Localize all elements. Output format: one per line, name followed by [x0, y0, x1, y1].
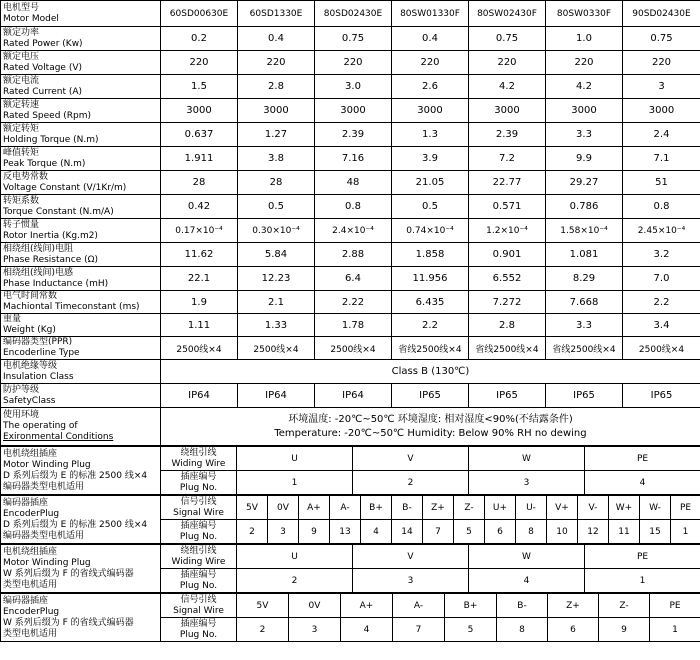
- spec-value: 29.27: [546, 171, 623, 195]
- spec-label: 额定转矩 Holding Torque (N.m): [1, 123, 161, 147]
- spec-value: 28: [161, 171, 238, 195]
- spec-label: 编码器类型(PPR) Encoderline Type: [1, 337, 161, 360]
- wire-label: A-: [330, 496, 361, 520]
- spec-value: 6.552: [469, 267, 546, 291]
- spec-value: 3.4: [623, 314, 700, 337]
- spec-value: 220: [161, 51, 238, 75]
- spec-value: 1.78: [315, 314, 392, 337]
- spec-row: [1, 291, 700, 314]
- safety-value: IP65: [623, 384, 700, 408]
- wire-label: Z+: [423, 496, 454, 520]
- plug-number: 8: [497, 618, 548, 642]
- spec-value: 7.272: [469, 291, 546, 314]
- spec-value: 0.571: [469, 195, 546, 219]
- safety-value: IP64: [238, 384, 315, 408]
- spec-value: 1.58×10⁻⁴: [546, 219, 623, 243]
- spec-row: [1, 75, 700, 99]
- spec-value: 1.2×10⁻⁴: [469, 219, 546, 243]
- plug-number: 4: [585, 471, 700, 495]
- plug-number: 2: [353, 471, 469, 495]
- model-cell: 90SD02430E: [623, 1, 700, 27]
- spec-row: [1, 314, 700, 337]
- spec-value: 11.956: [392, 267, 469, 291]
- plug-number: 2: [237, 618, 289, 642]
- spec-label: 额定电压 Rated Voltage (V): [1, 51, 161, 75]
- wire-label: PE: [671, 496, 700, 520]
- plug-number: 4: [469, 569, 585, 593]
- wire-header: 信号引线 Signal Wire: [161, 594, 237, 618]
- wiring-table: [0, 544, 700, 593]
- wiring-signal-row: [1, 594, 700, 618]
- plug-number: 5: [445, 618, 497, 642]
- wiring-table: [0, 495, 700, 544]
- plug-number: 3: [268, 520, 299, 544]
- spec-value: 2.6: [392, 75, 469, 99]
- wire-label: U-: [516, 496, 547, 520]
- wire-label: PE: [585, 447, 700, 471]
- safety-value: IP64: [315, 384, 392, 408]
- wire-label: B-: [392, 496, 423, 520]
- spec-label: 额定功率 Rated Power (Kw): [1, 27, 161, 51]
- spec-value: 3000: [623, 99, 700, 123]
- spec-value: 28: [238, 171, 315, 195]
- wire-label: B+: [361, 496, 392, 520]
- spec-value: 1.9: [161, 291, 238, 314]
- spec-value: 2.8: [238, 75, 315, 99]
- wire-label: Z-: [599, 594, 650, 618]
- wiring-table: [0, 593, 700, 642]
- plug-header: 插座编号 Plug No.: [161, 471, 237, 495]
- spec-value: 1.081: [546, 243, 623, 267]
- spec-value: 0.8: [315, 195, 392, 219]
- spec-value: 0.74×10⁻⁴: [392, 219, 469, 243]
- plug-header: 插座编号 Plug No.: [161, 569, 237, 593]
- wire-label: A+: [299, 496, 330, 520]
- spec-value: 220: [623, 51, 700, 75]
- plug-header: 插座编号 Plug No.: [161, 618, 237, 642]
- plug-number: 1: [650, 618, 700, 642]
- spec-value: 3.3: [546, 123, 623, 147]
- spec-value: 51: [623, 171, 700, 195]
- safety-value: IP64: [161, 384, 238, 408]
- spec-label: 电气时间常数 Machiontal Timeconstant (ms): [1, 291, 161, 314]
- spec-value: 1.858: [392, 243, 469, 267]
- spec-label: 反电势常数 Voltage Constant (V/1Kr/m): [1, 171, 161, 195]
- spec-value: 3.2: [623, 243, 700, 267]
- wire-label: U: [237, 447, 353, 471]
- wire-header: 绕组引线 Widing Wire: [161, 545, 237, 569]
- model-cell: 60SD1330E: [238, 1, 315, 27]
- wire-label: U: [237, 545, 353, 569]
- wire-label: V+: [547, 496, 578, 520]
- environment-row: [1, 408, 700, 446]
- wire-label: U+: [485, 496, 516, 520]
- spec-value: 3.0: [315, 75, 392, 99]
- spec-value: 0.30×10⁻⁴: [238, 219, 315, 243]
- spec-value: 2.88: [315, 243, 392, 267]
- wiring-title: 电机绕组插座 Motor Winding Plug D 系列后缀为 E 的标准 2500 线×4 编码器类型电机适用: [1, 447, 161, 495]
- plug-number: 9: [299, 520, 330, 544]
- spec-value: 220: [392, 51, 469, 75]
- spec-value: 3.8: [238, 147, 315, 171]
- plug-number: 14: [392, 520, 423, 544]
- spec-value: 3000: [238, 99, 315, 123]
- spec-label: 额定转速 Rated Speed (Rpm): [1, 99, 161, 123]
- model-cell: 80SW01330F: [392, 1, 469, 27]
- spec-value: 7.0: [623, 267, 700, 291]
- spec-value: 8.29: [546, 267, 623, 291]
- spec-row: [1, 195, 700, 219]
- safety-value: IP65: [469, 384, 546, 408]
- spec-row: [1, 337, 700, 360]
- plug-number: 4: [341, 618, 393, 642]
- wire-label: 0V: [289, 594, 341, 618]
- spec-value: 22.77: [469, 171, 546, 195]
- spec-value: 省线2500线×4: [546, 337, 623, 360]
- spec-value: 2.39: [469, 123, 546, 147]
- spec-value: 3000: [392, 99, 469, 123]
- spec-value: 2.39: [315, 123, 392, 147]
- spec-value: 2.4: [623, 123, 700, 147]
- spec-label: 相绕组(线间)电阻 Phase Resistance (Ω): [1, 243, 161, 267]
- wiring-section: [0, 446, 700, 642]
- wire-label: Z+: [548, 594, 599, 618]
- spec-value: 2500线×4: [238, 337, 315, 360]
- safety-value: IP65: [392, 384, 469, 408]
- wire-label: PE: [585, 545, 700, 569]
- spec-value: 4.2: [546, 75, 623, 99]
- plug-number: 10: [547, 520, 578, 544]
- spec-value: 1.27: [238, 123, 315, 147]
- spec-value: 省线2500线×4: [392, 337, 469, 360]
- spec-value: 12.23: [238, 267, 315, 291]
- model-cell: 60SD00630E: [161, 1, 238, 27]
- spec-row: [1, 51, 700, 75]
- wire-header: 绕组引线 Widing Wire: [161, 447, 237, 471]
- spec-value: 0.5: [392, 195, 469, 219]
- spec-label: 相绕组(线间)电感 Phase Inductance (mH): [1, 267, 161, 291]
- spec-label: 峰值转矩 Peak Torque (N.m): [1, 147, 161, 171]
- wire-label: W: [469, 447, 585, 471]
- wire-label: 5V: [237, 594, 289, 618]
- spec-value: 1.3: [392, 123, 469, 147]
- spec-value: 7.16: [315, 147, 392, 171]
- insulation-value: Class B (130℃): [161, 360, 700, 384]
- plug-number: 1: [237, 471, 353, 495]
- insulation-row: [1, 360, 700, 384]
- spec-value: 2.8: [469, 314, 546, 337]
- spec-value: 0.4: [238, 27, 315, 51]
- plug-number: 1: [671, 520, 700, 544]
- plug-number: 15: [640, 520, 671, 544]
- spec-value: 1.0: [546, 27, 623, 51]
- wiring-title: 编码器插座 EncoderPlug W 系列后缀为 F 的省线式编码器 类型电机适用: [1, 594, 161, 642]
- spec-value: 0.42: [161, 195, 238, 219]
- spec-value: 2.22: [315, 291, 392, 314]
- wire-label: 0V: [268, 496, 299, 520]
- spec-value: 22.1: [161, 267, 238, 291]
- spec-value: 0.901: [469, 243, 546, 267]
- spec-value: 2.45×10⁻⁴: [623, 219, 700, 243]
- wire-header: 信号引线 Signal Wire: [161, 496, 237, 520]
- spec-value: 省线2500线×4: [469, 337, 546, 360]
- spec-value: 6.4: [315, 267, 392, 291]
- plug-number: 13: [330, 520, 361, 544]
- spec-value: 6.435: [392, 291, 469, 314]
- model-header-row: [1, 1, 700, 27]
- wire-label: A-: [393, 594, 445, 618]
- spec-label: 额定电流 Rated Current (A): [1, 75, 161, 99]
- spec-value: 1.911: [161, 147, 238, 171]
- plug-number: 2: [237, 569, 353, 593]
- spec-value: 7.2: [469, 147, 546, 171]
- safety-label: 防护等级 SafetyClass: [1, 384, 161, 408]
- wire-label: 5V: [237, 496, 268, 520]
- wire-label: W: [469, 545, 585, 569]
- spec-value: 3.3: [546, 314, 623, 337]
- spec-value: 21.05: [392, 171, 469, 195]
- plug-number: 7: [393, 618, 445, 642]
- spec-value: 220: [315, 51, 392, 75]
- wiring-signal-row: [1, 447, 700, 471]
- spec-row: [1, 243, 700, 267]
- plug-number: 3: [289, 618, 341, 642]
- spec-value: 0.637: [161, 123, 238, 147]
- spec-value: 1.33: [238, 314, 315, 337]
- plug-number: 5: [454, 520, 485, 544]
- plug-number: 9: [599, 618, 650, 642]
- spec-value: 4.2: [469, 75, 546, 99]
- spec-value: 3.9: [392, 147, 469, 171]
- plug-number: 7: [423, 520, 454, 544]
- spec-value: 3000: [546, 99, 623, 123]
- spec-value: 0.17×10⁻⁴: [161, 219, 238, 243]
- plug-number: 8: [516, 520, 547, 544]
- spec-value: 220: [238, 51, 315, 75]
- wiring-signal-row: [1, 496, 700, 520]
- spec-value: 220: [546, 51, 623, 75]
- spec-value: 3000: [161, 99, 238, 123]
- insulation-label: 电机绝缘等级 Insulation Class: [1, 360, 161, 384]
- wire-label: PE: [650, 594, 700, 618]
- safety-row: [1, 384, 700, 408]
- spec-value: 2500线×4: [623, 337, 700, 360]
- spec-row: [1, 219, 700, 243]
- wire-label: V: [353, 447, 469, 471]
- spec-value: 0.8: [623, 195, 700, 219]
- spec-value: 2.1: [238, 291, 315, 314]
- spec-value: 2.4×10⁻⁴: [315, 219, 392, 243]
- environment-label: 使用环境 The operating of Exironmental Conditions: [1, 408, 161, 446]
- spec-value: 0.786: [546, 195, 623, 219]
- plug-number: 2: [237, 520, 268, 544]
- plug-number: 6: [485, 520, 516, 544]
- wire-label: Z-: [454, 496, 485, 520]
- spec-value: 7.668: [546, 291, 623, 314]
- wiring-signal-row: [1, 545, 700, 569]
- spec-row: [1, 27, 700, 51]
- spec-value: 7.1: [623, 147, 700, 171]
- spec-value: 3000: [315, 99, 392, 123]
- spec-value: 0.75: [623, 27, 700, 51]
- spec-value: 48: [315, 171, 392, 195]
- spec-value: 0.75: [469, 27, 546, 51]
- plug-number: 4: [361, 520, 392, 544]
- spec-value: 0.75: [315, 27, 392, 51]
- spec-value: 2500线×4: [161, 337, 238, 360]
- plug-header: 插座编号 Plug No.: [161, 520, 237, 544]
- spec-label: 转矩系数 Torque Constant (N.m/A): [1, 195, 161, 219]
- plug-number: 11: [609, 520, 640, 544]
- spec-value: 3: [623, 75, 700, 99]
- spec-value: 0.5: [238, 195, 315, 219]
- wire-label: A+: [341, 594, 393, 618]
- spec-value: 220: [469, 51, 546, 75]
- model-cell: 80SW02430F: [469, 1, 546, 27]
- plug-number: 6: [548, 618, 599, 642]
- spec-row: [1, 99, 700, 123]
- safety-value: IP65: [546, 384, 623, 408]
- wire-label: W+: [609, 496, 640, 520]
- spec-row: [1, 171, 700, 195]
- spec-value: 0.4: [392, 27, 469, 51]
- spec-row: [1, 147, 700, 171]
- model-cell: 80SW0330F: [546, 1, 623, 27]
- spec-value: 11.62: [161, 243, 238, 267]
- spec-value: 3000: [469, 99, 546, 123]
- plug-number: 12: [578, 520, 609, 544]
- spec-value: 5.84: [238, 243, 315, 267]
- wiring-title: 电机绕组插座 Motor Winding Plug W 系列后缀为 F 的省线式编码器 类型电机适用: [1, 545, 161, 593]
- spec-value: 1.5: [161, 75, 238, 99]
- wiring-title: 编码器插座 EncoderPlug D 系列后缀为 E 的标准 2500 线×4 编码器类型电机适用: [1, 496, 161, 544]
- wire-label: V: [353, 545, 469, 569]
- wire-label: B+: [445, 594, 497, 618]
- plug-number: 3: [353, 569, 469, 593]
- spec-label: 重量 Weight (Kg): [1, 314, 161, 337]
- plug-number: 1: [585, 569, 700, 593]
- spec-value: 9.9: [546, 147, 623, 171]
- wire-label: V-: [578, 496, 609, 520]
- wiring-table: [0, 446, 700, 495]
- spec-value: 2500线×4: [315, 337, 392, 360]
- model-header-label: 电机型号 Motor Model: [1, 1, 161, 27]
- wire-label: B-: [497, 594, 548, 618]
- spec-value: 2.2: [623, 291, 700, 314]
- plug-number: 3: [469, 471, 585, 495]
- wire-label: W-: [640, 496, 671, 520]
- environment-value: 环境温度: -20℃~50℃ 环境湿度: 相对湿度<90%(不结露条件) Temperature: -20℃~50℃ Humidity: Below 90% RH no dewing: [161, 408, 700, 446]
- spec-value: 2.2: [392, 314, 469, 337]
- spec-row: [1, 123, 700, 147]
- model-cell: 80SD02430E: [315, 1, 392, 27]
- spec-value: 0.2: [161, 27, 238, 51]
- spec-label: 转子惯量 Rotor Inertia (Kg.m2): [1, 219, 161, 243]
- spec-row: [1, 267, 700, 291]
- spec-value: 1.11: [161, 314, 238, 337]
